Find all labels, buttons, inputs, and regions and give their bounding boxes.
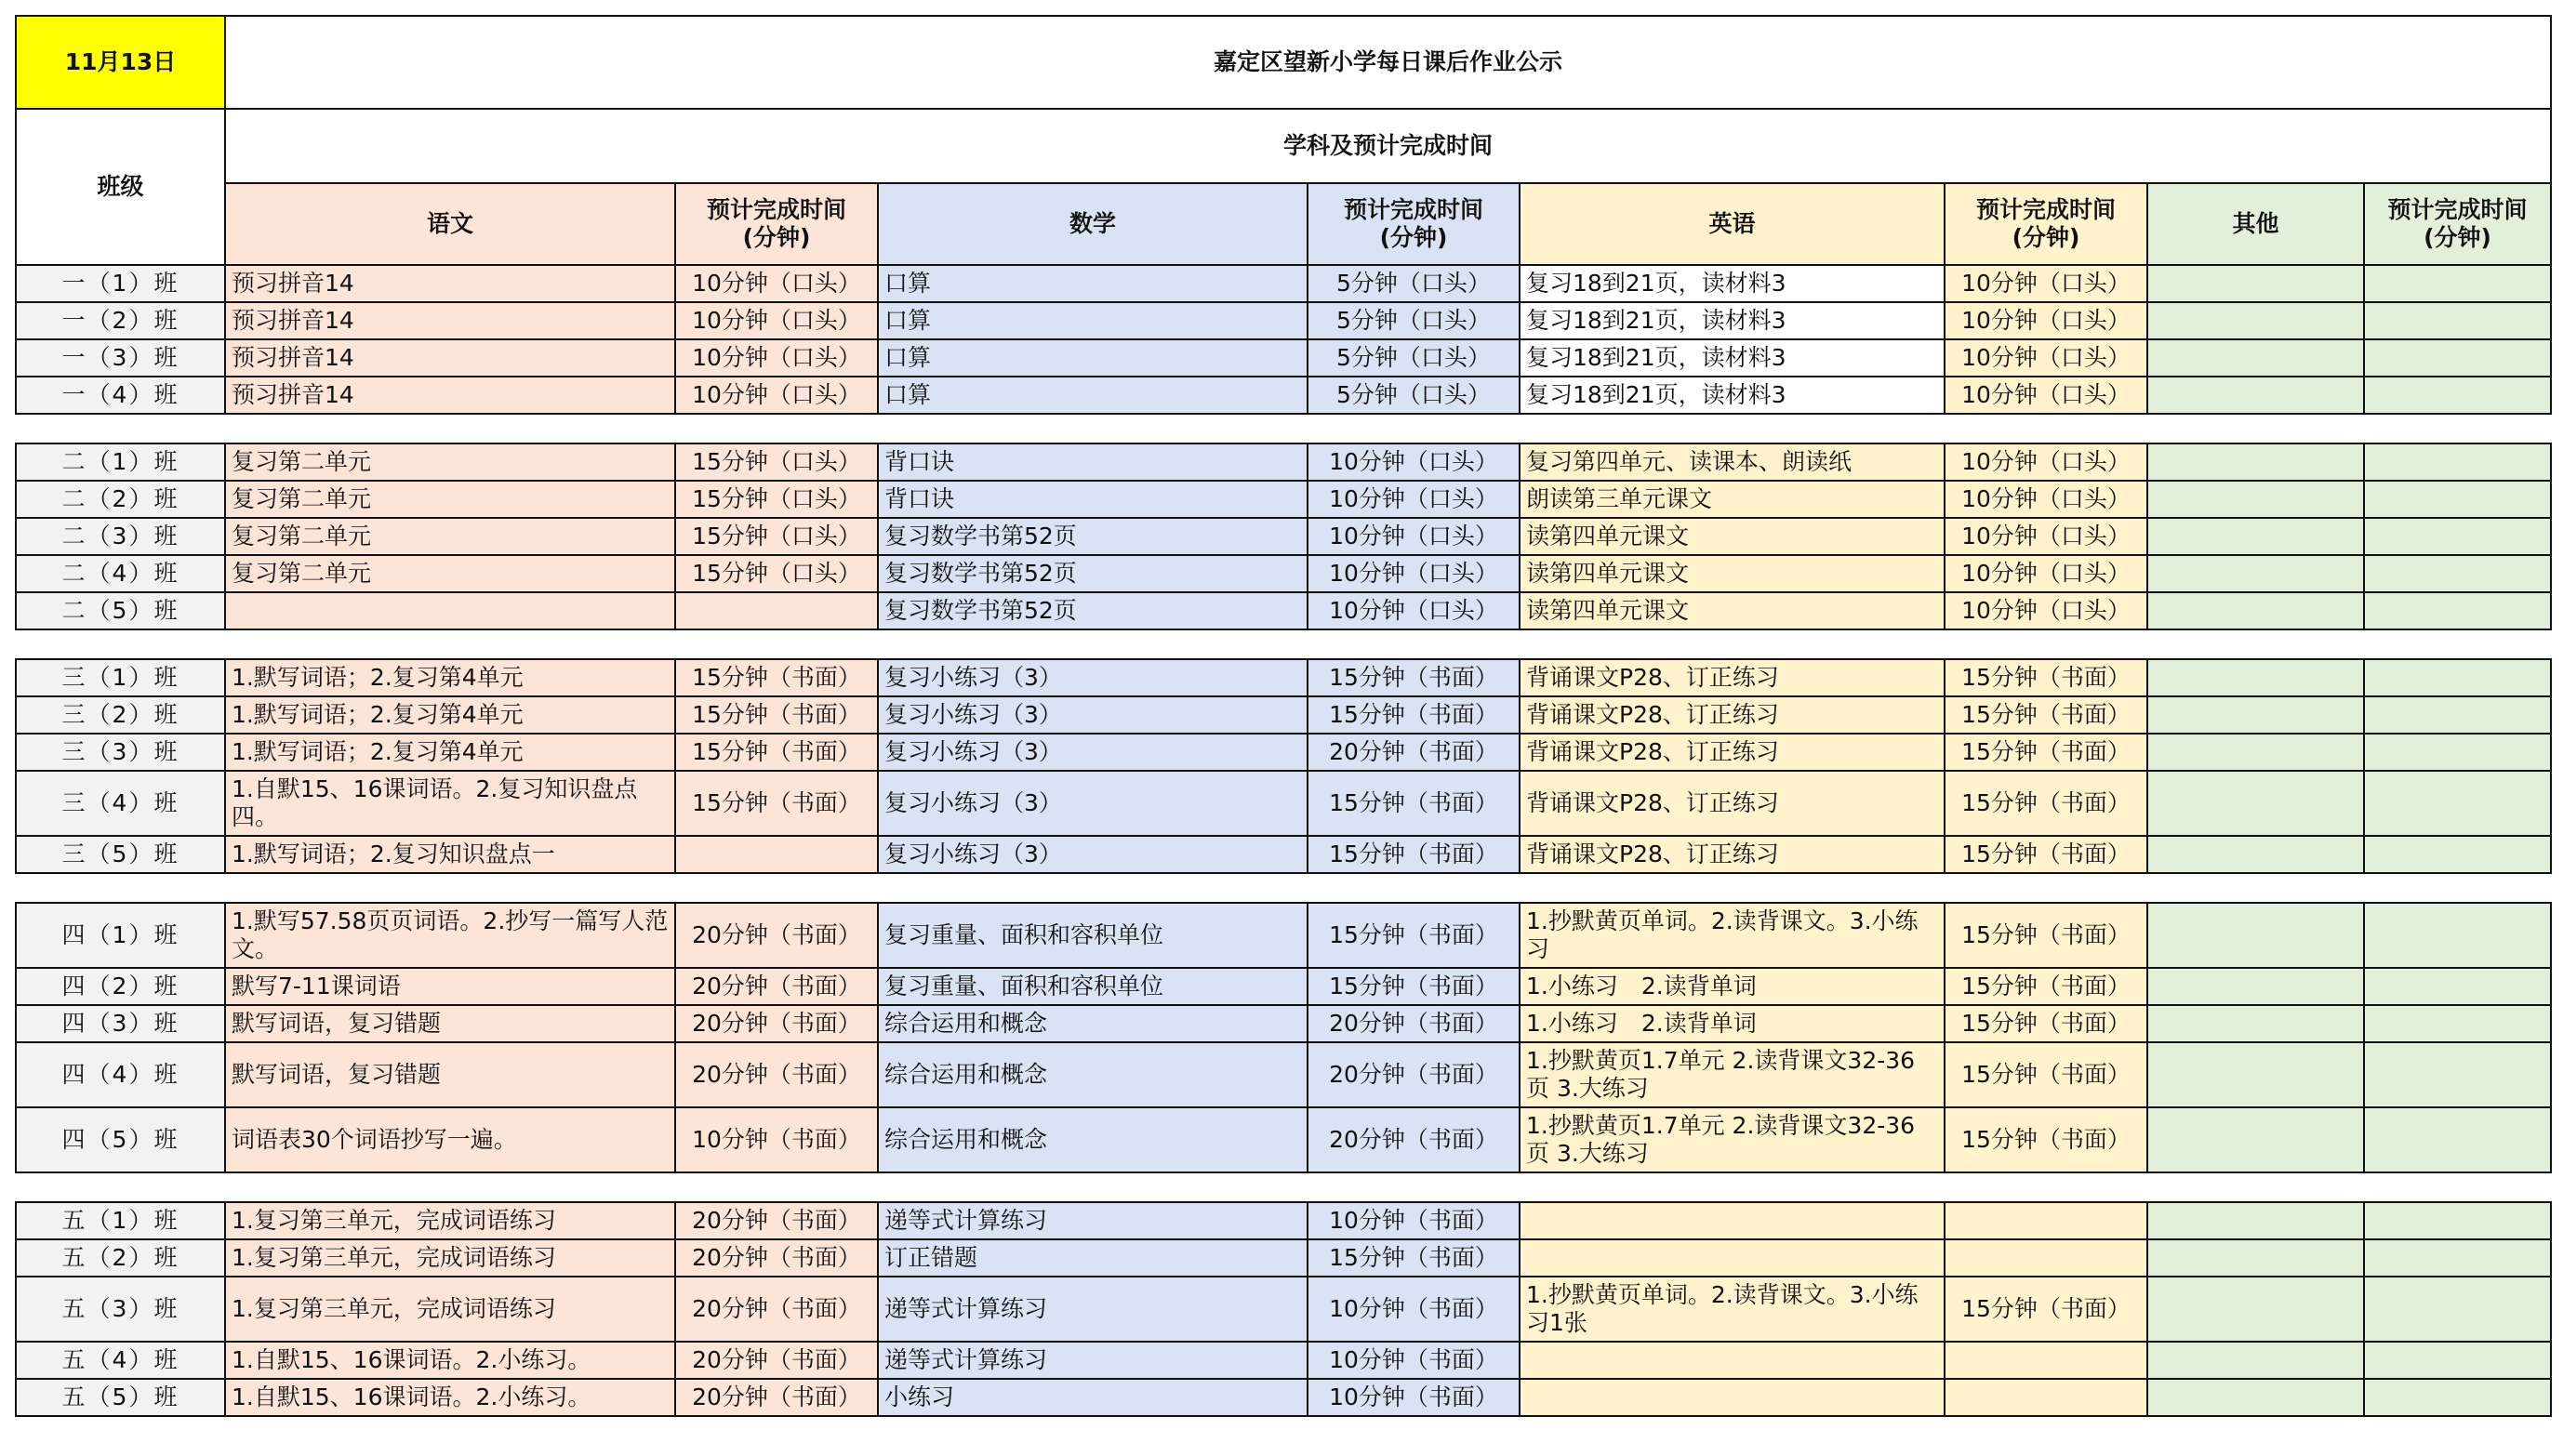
- math-time[interactable]: 20分钟（书面）: [1308, 1005, 1520, 1042]
- class-cell[interactable]: 三（3）班: [16, 734, 225, 771]
- other-task[interactable]: [2147, 339, 2364, 377]
- math-task[interactable]: 背口诀: [878, 443, 1308, 481]
- english-task[interactable]: 背诵课文P28、订正练习: [1520, 696, 1945, 734]
- chinese-time[interactable]: 10分钟（口头）: [675, 302, 878, 339]
- math-time[interactable]: 5分钟（口头）: [1308, 265, 1520, 302]
- other-time[interactable]: [2364, 734, 2551, 771]
- english-task[interactable]: 1.抄默黄页单词。2.读背课文。3.小练习1张: [1520, 1277, 1945, 1342]
- other-time[interactable]: [2364, 1379, 2551, 1416]
- english-task[interactable]: [1520, 1379, 1945, 1416]
- chinese-time[interactable]: 20分钟（书面）: [675, 968, 878, 1005]
- other-time[interactable]: [2364, 377, 2551, 414]
- chinese-task[interactable]: 复习第二单元: [225, 555, 675, 592]
- table-row: [16, 1202, 2551, 1239]
- chinese-task[interactable]: 复习第二单元: [225, 481, 675, 518]
- chinese-task[interactable]: 词语表30个词语抄写一遍。: [225, 1107, 675, 1172]
- english-task[interactable]: 1.抄默黄页单词。2.读背课文。3.小练习: [1520, 903, 1945, 968]
- other-time[interactable]: [2364, 1202, 2551, 1239]
- math-time[interactable]: 15分钟（书面）: [1308, 771, 1520, 836]
- table-row: [16, 443, 2551, 481]
- chinese-time[interactable]: 10分钟（口头）: [675, 339, 878, 377]
- math-time[interactable]: 10分钟（口头）: [1308, 592, 1520, 629]
- english-time[interactable]: 10分钟（口头）: [1945, 377, 2147, 414]
- math-task[interactable]: 复习小练习（3）: [878, 696, 1308, 734]
- table-row: [16, 734, 2551, 771]
- other-time[interactable]: [2364, 659, 2551, 696]
- english-time[interactable]: [1945, 1379, 2147, 1416]
- math-time[interactable]: 10分钟（口头）: [1308, 443, 1520, 481]
- math-task[interactable]: 复习数学书第52页: [878, 555, 1308, 592]
- english-time[interactable]: 15分钟（书面）: [1945, 836, 2147, 873]
- math-task[interactable]: 口算: [878, 302, 1308, 339]
- class-cell[interactable]: 三（2）班: [16, 696, 225, 734]
- english-time[interactable]: [1945, 1239, 2147, 1277]
- other-task[interactable]: [2147, 481, 2364, 518]
- other-task[interactable]: [2147, 518, 2364, 555]
- chinese-task[interactable]: 预习拼音14: [225, 339, 675, 377]
- english-time[interactable]: 10分钟（口头）: [1945, 339, 2147, 377]
- class-cell[interactable]: 五（4）班: [16, 1342, 225, 1379]
- english-task[interactable]: 1.抄默黄页1.7单元 2.读背课文32-36页 3.大练习: [1520, 1042, 1945, 1107]
- english-time[interactable]: 10分钟（口头）: [1945, 592, 2147, 629]
- english-task[interactable]: 背诵课文P28、订正练习: [1520, 836, 1945, 873]
- other-task[interactable]: [2147, 555, 2364, 592]
- english-task[interactable]: 复习18到21页，读材料3: [1520, 377, 1945, 414]
- chinese-time[interactable]: 20分钟（书面）: [675, 903, 878, 968]
- table-row: [16, 659, 2551, 696]
- group-spacer-row: [16, 414, 2551, 443]
- table-row: [16, 968, 2551, 1005]
- class-cell[interactable]: 三（4）班: [16, 771, 225, 836]
- chinese-task[interactable]: 1.复习第三单元，完成词语练习: [225, 1202, 675, 1239]
- other-task[interactable]: [2147, 659, 2364, 696]
- math-task[interactable]: 复习小练习（3）: [878, 771, 1308, 836]
- chinese-task[interactable]: 预习拼音14: [225, 302, 675, 339]
- math-task[interactable]: 复习数学书第52页: [878, 592, 1308, 629]
- time-header-line1: 预计完成时间: [1343, 196, 1483, 223]
- class-cell[interactable]: 四（3）班: [16, 1005, 225, 1042]
- class-cell[interactable]: 四（5）班: [16, 1107, 225, 1172]
- chinese-time[interactable]: 20分钟（书面）: [675, 1379, 878, 1416]
- other-task[interactable]: [2147, 1277, 2364, 1342]
- other-task[interactable]: [2147, 302, 2364, 339]
- spacer-cell: [16, 873, 2551, 903]
- chinese-task[interactable]: 1.默写词语；2.复习第4单元: [225, 659, 675, 696]
- chinese-task[interactable]: 默写7-11课词语: [225, 968, 675, 1005]
- english-time[interactable]: 15分钟（书面）: [1945, 659, 2147, 696]
- chinese-task[interactable]: 1.默写词语；2.复习第4单元: [225, 734, 675, 771]
- table-row: [16, 1042, 2551, 1107]
- other-task[interactable]: [2147, 968, 2364, 1005]
- other-time[interactable]: [2364, 1107, 2551, 1172]
- table-row: [16, 302, 2551, 339]
- subject-header-english: 英语: [1520, 183, 1945, 265]
- english-time[interactable]: 10分钟（口头）: [1945, 555, 2147, 592]
- math-time[interactable]: 15分钟（书面）: [1308, 696, 1520, 734]
- other-task[interactable]: [2147, 836, 2364, 873]
- other-task[interactable]: [2147, 592, 2364, 629]
- table-row: [16, 592, 2551, 629]
- english-time[interactable]: 10分钟（口头）: [1945, 265, 2147, 302]
- math-task[interactable]: 综合运用和概念: [878, 1107, 1308, 1172]
- math-time[interactable]: 20分钟（书面）: [1308, 1107, 1520, 1172]
- table-row: [16, 1342, 2551, 1379]
- english-time[interactable]: 15分钟（书面）: [1945, 734, 2147, 771]
- english-task[interactable]: 背诵课文P28、订正练习: [1520, 659, 1945, 696]
- time-header-line1: 预计完成时间: [1975, 196, 2116, 223]
- chinese-time[interactable]: 10分钟（口头）: [675, 377, 878, 414]
- chinese-time[interactable]: 15分钟（口头）: [675, 555, 878, 592]
- class-cell[interactable]: 一（1）班: [16, 265, 225, 302]
- group-spacer-row: [16, 629, 2551, 659]
- chinese-task[interactable]: [225, 592, 675, 629]
- class-cell[interactable]: 五（1）班: [16, 1202, 225, 1239]
- chinese-time[interactable]: 15分钟（书面）: [675, 659, 878, 696]
- other-task[interactable]: [2147, 443, 2364, 481]
- other-task[interactable]: [2147, 1042, 2364, 1107]
- english-time[interactable]: 15分钟（书面）: [1945, 903, 2147, 968]
- english-time[interactable]: 15分钟（书面）: [1945, 771, 2147, 836]
- other-time[interactable]: [2364, 1342, 2551, 1379]
- english-time[interactable]: 15分钟（书面）: [1945, 968, 2147, 1005]
- english-time[interactable]: 10分钟（口头）: [1945, 302, 2147, 339]
- math-task[interactable]: 递等式计算练习: [878, 1202, 1308, 1239]
- subject-header-other: 其他: [2147, 183, 2364, 265]
- chinese-time[interactable]: 10分钟（书面）: [675, 1107, 878, 1172]
- other-time[interactable]: [2364, 481, 2551, 518]
- chinese-time[interactable]: 15分钟（口头）: [675, 518, 878, 555]
- table-body: [16, 16, 2551, 1416]
- chinese-time[interactable]: 20分钟（书面）: [675, 1202, 878, 1239]
- subject-header-chinese: 语文: [225, 183, 675, 265]
- other-task[interactable]: [2147, 734, 2364, 771]
- time-header-english: [1945, 183, 2147, 265]
- other-time[interactable]: [2364, 1239, 2551, 1277]
- chinese-time[interactable]: 20分钟（书面）: [675, 1005, 878, 1042]
- math-task[interactable]: 复习数学书第52页: [878, 518, 1308, 555]
- other-time[interactable]: [2364, 302, 2551, 339]
- math-time[interactable]: 15分钟（书面）: [1308, 836, 1520, 873]
- other-time[interactable]: [2364, 968, 2551, 1005]
- table-row: [16, 1107, 2551, 1172]
- math-time[interactable]: 10分钟（书面）: [1308, 1277, 1520, 1342]
- other-task[interactable]: [2147, 1202, 2364, 1239]
- other-task[interactable]: [2147, 377, 2364, 414]
- table-row: [16, 481, 2551, 518]
- english-task[interactable]: 朗读第三单元课文: [1520, 481, 1945, 518]
- other-time[interactable]: [2364, 1277, 2551, 1342]
- english-time[interactable]: [1945, 1342, 2147, 1379]
- class-cell[interactable]: 一（3）班: [16, 339, 225, 377]
- other-task[interactable]: [2147, 1005, 2364, 1042]
- english-time[interactable]: 15分钟（书面）: [1945, 696, 2147, 734]
- english-task[interactable]: 读第四单元课文: [1520, 592, 1945, 629]
- english-time[interactable]: 10分钟（口头）: [1945, 443, 2147, 481]
- chinese-time[interactable]: 20分钟（书面）: [675, 1342, 878, 1379]
- math-time[interactable]: 10分钟（书面）: [1308, 1202, 1520, 1239]
- time-header-line2: (分钟): [742, 224, 811, 251]
- chinese-task[interactable]: 1.自默15、16课词语。2.复习知识盘点四。: [225, 771, 675, 836]
- other-task[interactable]: [2147, 696, 2364, 734]
- math-task[interactable]: 口算: [878, 339, 1308, 377]
- math-task[interactable]: 复习重量、面积和容积单位: [878, 968, 1308, 1005]
- table-row: [16, 903, 2551, 968]
- english-task[interactable]: 1.抄默黄页1.7单元 2.读背课文32-36页 3.大练习: [1520, 1107, 1945, 1172]
- subject-header-math: 数学: [878, 183, 1308, 265]
- time-header-other: [2364, 183, 2551, 265]
- time-header-line2: (分钟): [2012, 224, 2080, 251]
- english-task[interactable]: 复习18到21页，读材料3: [1520, 265, 1945, 302]
- table-row: [16, 1005, 2551, 1042]
- class-column-header: 班级: [16, 109, 225, 265]
- english-task[interactable]: [1520, 1202, 1945, 1239]
- math-task[interactable]: 小练习: [878, 1379, 1308, 1416]
- other-time[interactable]: [2364, 339, 2551, 377]
- english-task[interactable]: 1.小练习 2.读背单词: [1520, 968, 1945, 1005]
- english-task[interactable]: 复习第四单元、读课本、朗读纸: [1520, 443, 1945, 481]
- math-task[interactable]: 复习小练习（3）: [878, 734, 1308, 771]
- table-row: [16, 518, 2551, 555]
- chinese-time[interactable]: 15分钟（书面）: [675, 696, 878, 734]
- english-task[interactable]: 读第四单元课文: [1520, 518, 1945, 555]
- table-row: [16, 377, 2551, 414]
- chinese-task[interactable]: 1.复习第三单元，完成词语练习: [225, 1277, 675, 1342]
- table-row: [16, 696, 2551, 734]
- subjects-banner: 学科及预计完成时间: [225, 109, 2551, 183]
- chinese-task[interactable]: 1.自默15、16课词语。2.小练习。: [225, 1342, 675, 1379]
- other-time[interactable]: [2364, 555, 2551, 592]
- class-cell[interactable]: 五（3）班: [16, 1277, 225, 1342]
- chinese-task[interactable]: 1.自默15、16课词语。2.小练习。: [225, 1379, 675, 1416]
- homework-table: [15, 15, 2552, 1417]
- other-time[interactable]: [2364, 1042, 2551, 1107]
- date-cell[interactable]: 11月13日: [16, 16, 225, 109]
- chinese-time[interactable]: 15分钟（书面）: [675, 734, 878, 771]
- chinese-time[interactable]: 15分钟（口头）: [675, 481, 878, 518]
- chinese-time[interactable]: 15分钟（书面）: [675, 771, 878, 836]
- english-time[interactable]: [1945, 1202, 2147, 1239]
- math-time[interactable]: 20分钟（书面）: [1308, 734, 1520, 771]
- table-row: [16, 339, 2551, 377]
- math-time[interactable]: 10分钟（口头）: [1308, 555, 1520, 592]
- math-time[interactable]: 10分钟（书面）: [1308, 1342, 1520, 1379]
- math-task[interactable]: 综合运用和概念: [878, 1042, 1308, 1107]
- time-header-math: [1308, 183, 1520, 265]
- group-spacer-row: [16, 873, 2551, 903]
- other-time[interactable]: [2364, 771, 2551, 836]
- english-time[interactable]: 10分钟（口头）: [1945, 518, 2147, 555]
- class-cell[interactable]: 二（4）班: [16, 555, 225, 592]
- chinese-task[interactable]: 复习第二单元: [225, 443, 675, 481]
- math-task[interactable]: 递等式计算练习: [878, 1342, 1308, 1379]
- other-time[interactable]: [2364, 443, 2551, 481]
- class-cell[interactable]: 五（2）班: [16, 1239, 225, 1277]
- table-row: [16, 1239, 2551, 1277]
- class-cell[interactable]: 五（5）班: [16, 1379, 225, 1416]
- math-time[interactable]: 10分钟（口头）: [1308, 481, 1520, 518]
- english-task[interactable]: 背诵课文P28、订正练习: [1520, 771, 1945, 836]
- chinese-task[interactable]: 1.默写词语；2.复习第4单元: [225, 696, 675, 734]
- other-time[interactable]: [2364, 836, 2551, 873]
- math-time[interactable]: 15分钟（书面）: [1308, 659, 1520, 696]
- time-header-chinese: [675, 183, 878, 265]
- table-row: [16, 771, 2551, 836]
- class-cell[interactable]: 四（2）班: [16, 968, 225, 1005]
- class-cell[interactable]: 二（5）班: [16, 592, 225, 629]
- table-row: [16, 1277, 2551, 1342]
- english-task[interactable]: [1520, 1342, 1945, 1379]
- other-task[interactable]: [2147, 1342, 2364, 1379]
- other-task[interactable]: [2147, 1379, 2364, 1416]
- chinese-time[interactable]: 20分钟（书面）: [675, 1042, 878, 1107]
- class-cell[interactable]: 一（4）班: [16, 377, 225, 414]
- english-task[interactable]: 背诵课文P28、订正练习: [1520, 734, 1945, 771]
- english-time[interactable]: 15分钟（书面）: [1945, 1277, 2147, 1342]
- math-task[interactable]: 复习重量、面积和容积单位: [878, 903, 1308, 968]
- math-task[interactable]: 口算: [878, 265, 1308, 302]
- class-cell[interactable]: 三（1）班: [16, 659, 225, 696]
- english-task[interactable]: 读第四单元课文: [1520, 555, 1945, 592]
- other-task[interactable]: [2147, 903, 2364, 968]
- other-task[interactable]: [2147, 771, 2364, 836]
- chinese-task[interactable]: 1.复习第三单元，完成词语练习: [225, 1239, 675, 1277]
- class-cell[interactable]: 一（2）班: [16, 302, 225, 339]
- other-time[interactable]: [2364, 696, 2551, 734]
- english-task[interactable]: 复习18到21页，读材料3: [1520, 339, 1945, 377]
- table-row: [16, 836, 2551, 873]
- math-time[interactable]: 15分钟（书面）: [1308, 903, 1520, 968]
- table-row: [16, 265, 2551, 302]
- english-task[interactable]: 复习18到21页，读材料3: [1520, 302, 1945, 339]
- chinese-task[interactable]: 复习第二单元: [225, 518, 675, 555]
- spacer-cell: [16, 629, 2551, 659]
- other-time[interactable]: [2364, 518, 2551, 555]
- other-time[interactable]: [2364, 1005, 2551, 1042]
- math-time[interactable]: 15分钟（书面）: [1308, 1239, 1520, 1277]
- english-task[interactable]: [1520, 1239, 1945, 1277]
- math-time[interactable]: 10分钟（书面）: [1308, 1379, 1520, 1416]
- time-header-line1: 预计完成时间: [706, 196, 846, 223]
- chinese-time[interactable]: [675, 592, 878, 629]
- group-spacer-row: [16, 1172, 2551, 1202]
- other-time[interactable]: [2364, 903, 2551, 968]
- spacer-cell: [16, 1172, 2551, 1202]
- math-time[interactable]: 5分钟（口头）: [1308, 339, 1520, 377]
- other-task[interactable]: [2147, 265, 2364, 302]
- math-task[interactable]: 递等式计算练习: [878, 1277, 1308, 1342]
- math-task[interactable]: 背口诀: [878, 481, 1308, 518]
- class-cell[interactable]: 二（1）班: [16, 443, 225, 481]
- chinese-task[interactable]: 默写词语，复习错题: [225, 1005, 675, 1042]
- spacer-cell: [16, 414, 2551, 443]
- page-title: 嘉定区望新小学每日课后作业公示: [225, 16, 2551, 109]
- math-time[interactable]: 20分钟（书面）: [1308, 1042, 1520, 1107]
- other-task[interactable]: [2147, 1107, 2364, 1172]
- english-time[interactable]: 15分钟（书面）: [1945, 1042, 2147, 1107]
- chinese-task[interactable]: 默写词语，复习错题: [225, 1042, 675, 1107]
- chinese-time[interactable]: 20分钟（书面）: [675, 1277, 878, 1342]
- math-task[interactable]: 订正错题: [878, 1239, 1308, 1277]
- table-row: [16, 1379, 2551, 1416]
- class-cell[interactable]: 二（2）班: [16, 481, 225, 518]
- math-time[interactable]: 5分钟（口头）: [1308, 377, 1520, 414]
- chinese-task[interactable]: 1.默写57.58页页词语。2.抄写一篇写人范文。: [225, 903, 675, 968]
- time-header-line2: (分钟): [1379, 224, 1448, 251]
- time-header-line2: (分钟): [2424, 224, 2491, 251]
- time-header-line1: 预计完成时间: [2387, 196, 2528, 223]
- english-time[interactable]: 15分钟（书面）: [1945, 1107, 2147, 1172]
- english-time[interactable]: 10分钟（口头）: [1945, 481, 2147, 518]
- class-cell[interactable]: 四（4）班: [16, 1042, 225, 1107]
- math-task[interactable]: 综合运用和概念: [878, 1005, 1308, 1042]
- other-time[interactable]: [2364, 592, 2551, 629]
- math-time[interactable]: 10分钟（口头）: [1308, 518, 1520, 555]
- chinese-time[interactable]: 10分钟（口头）: [675, 265, 878, 302]
- chinese-task[interactable]: 1.默写词语；2.复习知识盘点一: [225, 836, 675, 873]
- math-time[interactable]: 5分钟（口头）: [1308, 302, 1520, 339]
- english-time[interactable]: 15分钟（书面）: [1945, 1005, 2147, 1042]
- other-time[interactable]: [2364, 265, 2551, 302]
- chinese-time[interactable]: 20分钟（书面）: [675, 1239, 878, 1277]
- chinese-time[interactable]: [675, 836, 878, 873]
- chinese-task[interactable]: 预习拼音14: [225, 265, 675, 302]
- math-time[interactable]: 15分钟（书面）: [1308, 968, 1520, 1005]
- english-task[interactable]: 1.小练习 2.读背单词: [1520, 1005, 1945, 1042]
- chinese-task[interactable]: 预习拼音14: [225, 377, 675, 414]
- math-task[interactable]: 复习小练习（3）: [878, 659, 1308, 696]
- math-task[interactable]: 口算: [878, 377, 1308, 414]
- class-cell[interactable]: 三（5）班: [16, 836, 225, 873]
- other-task[interactable]: [2147, 1239, 2364, 1277]
- class-cell[interactable]: 四（1）班: [16, 903, 225, 968]
- chinese-time[interactable]: 15分钟（口头）: [675, 443, 878, 481]
- table-row: [16, 555, 2551, 592]
- class-cell[interactable]: 二（3）班: [16, 518, 225, 555]
- math-task[interactable]: 复习小练习（3）: [878, 836, 1308, 873]
